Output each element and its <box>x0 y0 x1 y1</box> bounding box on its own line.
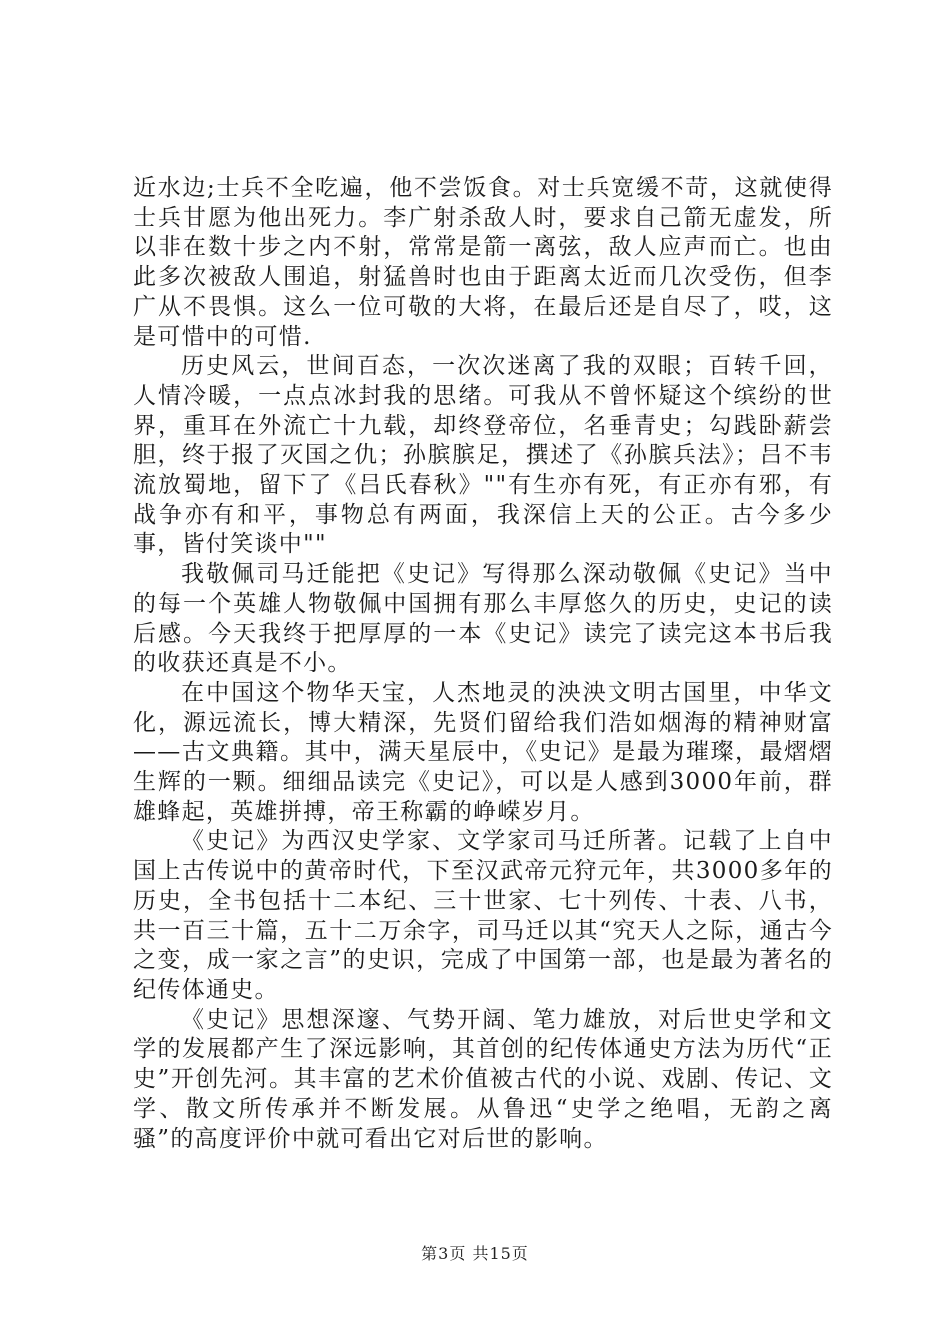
paragraph-chinese-culture: 在中国这个物华天宝，人杰地灵的泱泱文明古国里，中华文化，源远流长，博大精深，先贤们留给我们浩如烟海的精神财富——古文典籍。其中，满天星辰中，《史记》是最为璀璨，最熠熠生辉的一颗。细细品读完《史记》，可以是人感到3000年前，群雄蜂起，英雄拼搏，帝王称霸的峥嵘岁月。 <box>133 679 833 825</box>
paragraph-admiration: 我敬佩司马迁能把《史记》写得那么深动敬佩《史记》当中的每一个英雄人物敬佩中国拥有那么丰厚悠久的历史，史记的读后感。今天我终于把厚厚的一本《史记》读完了读完这本书后我的收获还真是不小。 <box>133 561 833 677</box>
paragraph-li-guang: 近水边;士兵不全吃遍，他不尝饭食。对士兵宽缓不苛，这就使得士兵甘愿为他出死力。李广射杀敌人时，要求自己箭无虚发，所以非在数十步之内不射，常常是箭一离弦，敌人应声而亡。也由此多次被敌人围追，射猛兽时也由于距离太近而几次受伤，但李广从不畏惧。这么一位可敬的大将，在最后还是自尽了，哎，这是可惜中的可惜. <box>133 175 833 350</box>
page-footer: 第3页 共15页 <box>421 1244 529 1263</box>
paragraph-shiji-intro: 《史记》为西汉史学家、文学家司马迁所著。记载了上自中国上古传说中的黄帝时代，下至汉武帝元狩元年，共3000多年的历史，全书包括十二本纪、三十世家、七十列传、十表、八书，共一百三十篇，五十二万余字，司马迁以其“究天人之际，通古今之变，成一家之言”的史识，完成了中国第一部，也是最为著名的纪传体通史。 <box>133 828 833 1003</box>
paragraph-shiji-influence: 《史记》思想深邃、气势开阔、笔力雄放，对后世史学和文学的发展都产生了深远影响，其首创的纪传体通史方法为历代“正史”开创先河。其丰富的艺术价值被古代的小说、戏剧、传记、文学、散文所传承并不断发展。从鲁迅“史学之绝唱，无韵之离骚”的高度评价中就可看出它对后世的影响。 <box>133 1006 833 1152</box>
document-body <box>133 174 833 1154</box>
paragraph-history: 历史风云，世间百态，一次次迷离了我的双眼；百转千回，人情冷暖，一点点冰封我的思绪。可我从不曾怀疑这个缤纷的世界，重耳在外流亡十九载，却终登帝位，名垂青史；勾践卧薪尝胆，终于报了灭国之仇；孙膑膑足，撰述了《孙膑兵法》；吕不韦流放蜀地，留下了《吕氏春秋》""有生亦有死，有正亦有邪，有战争亦有和平，事物总有两面，我深信上天的公正。古今多少事，皆付笑谈中"" <box>133 353 833 558</box>
